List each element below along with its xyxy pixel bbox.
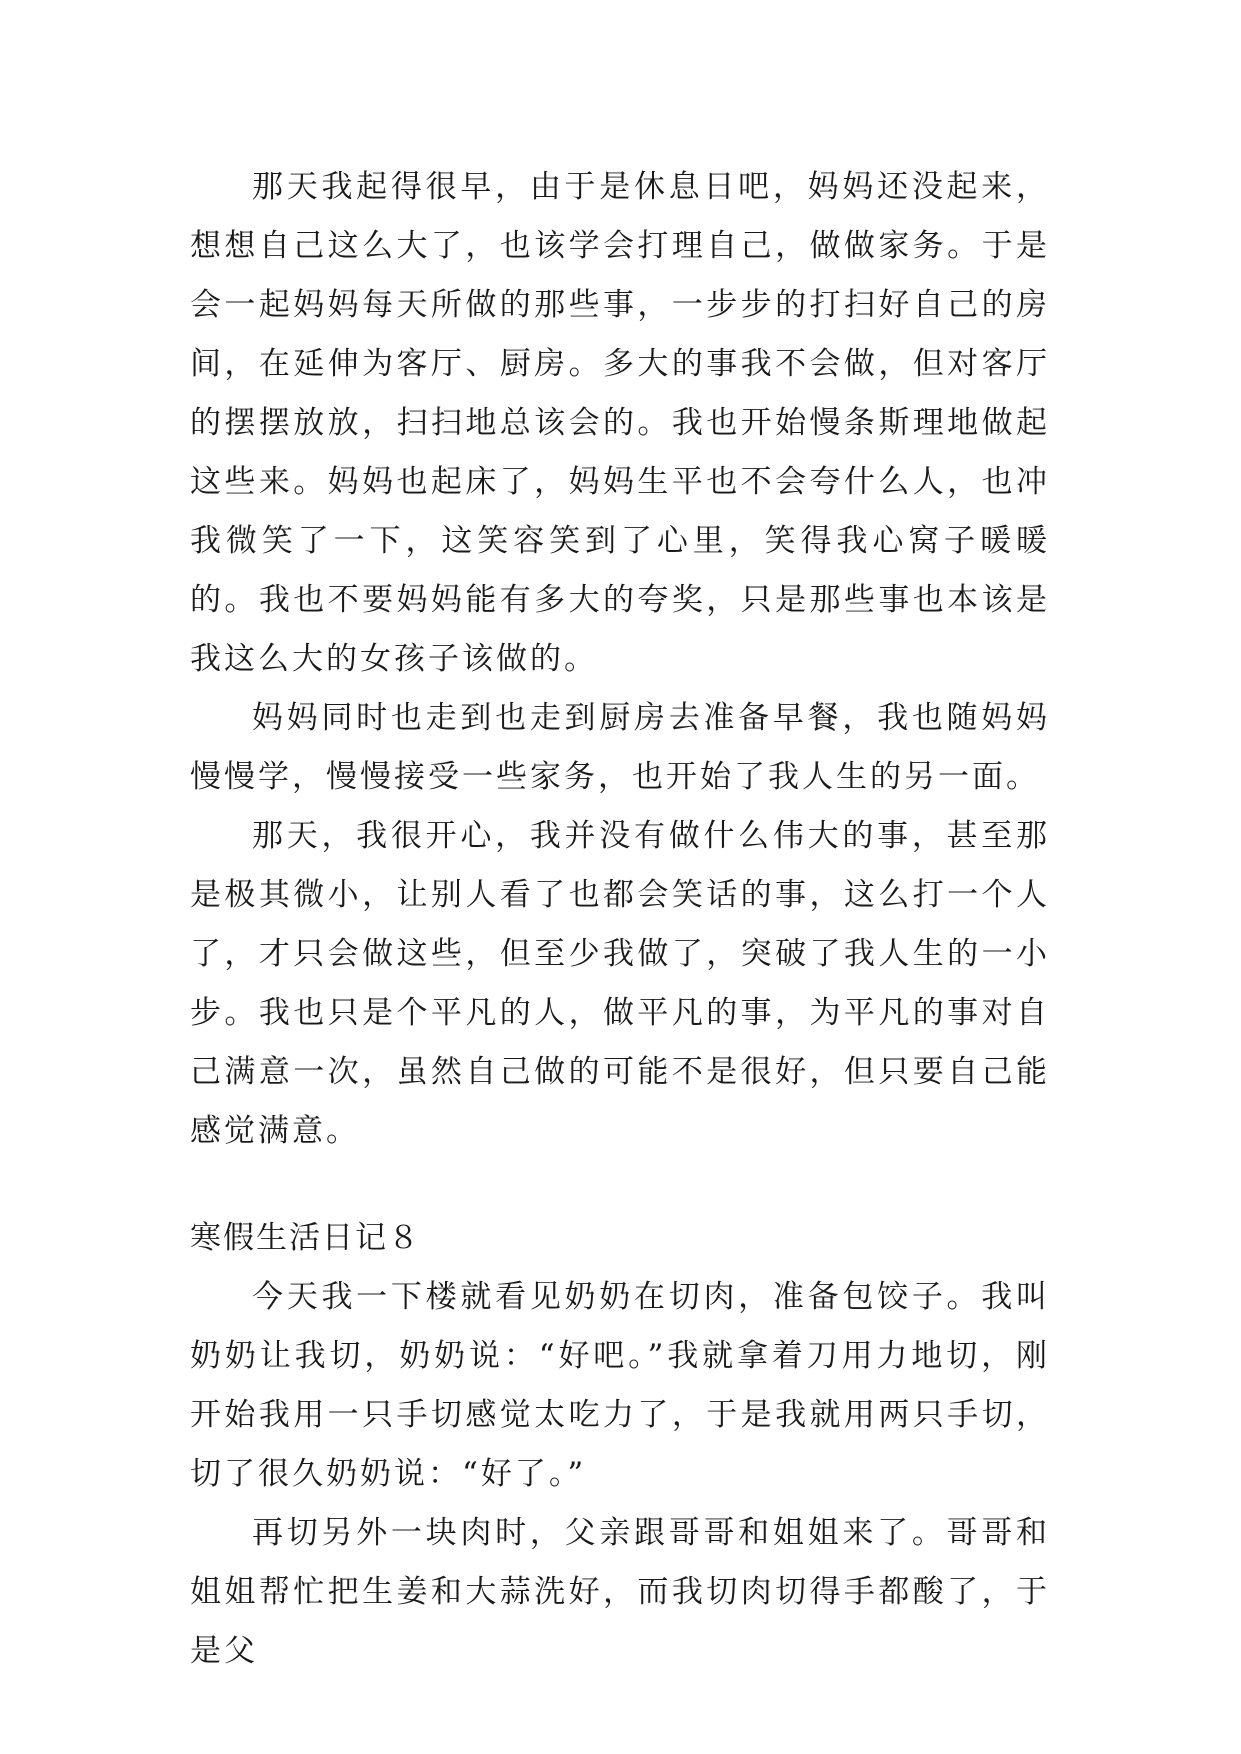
paragraph: 那天，我很开心，我并没有做什么伟大的事，甚至那是极其微小，让别人看了也都会笑话的事，这么打一个人了，才只会做这些，但至少我做了，突破了我人生的一小步。我也只是个平凡的人，做平凡的事，为平凡的事对自己满意一次，虽然自己做的可能不是很好，但只要自己能感觉满意。	[190, 818, 1050, 1149]
document-body	[190, 158, 1050, 1681]
paragraph: 那天我起得很早，由于是休息日吧，妈妈还没起来，想想自己这么大了，也该学会打理自己，做做家务。于是会一起妈妈每天所做的那些事，一步步的打扫好自己的房间，在延伸为客厅、厨房。多大的事我不会做，但对客厅的摆摆放放，扫扫地总该会的。我也开始慢条斯理地做起这些来。妈妈也起床了，妈妈生平也不会夸什么人，也冲我微笑了一下，这笑容笑到了心里，笑得我心窝子暖暖的。我也不要妈妈能有多大的夸奖，只是那些事也本该是我这么大的女孩子该做的。	[190, 169, 1050, 677]
paragraph: 今天我一下楼就看见奶奶在切肉，准备包饺子。我叫奶奶让我切，奶奶说：“好吧。”我就拿着刀用力地切，刚开始我用一只手切感觉太吃力了，于是我就用两只手切，切了很久奶奶说：“好了。”	[190, 1279, 1050, 1492]
paragraph: 再切另外一块肉时，父亲跟哥哥和姐姐来了。哥哥和姐姐帮忙把生姜和大蒜洗好，而我切肉切得手都酸了，于是父	[190, 1515, 1050, 1669]
section-heading: 寒假生活日记８	[190, 1220, 421, 1256]
paragraph: 妈妈同时也走到也走到厨房去准备早餐，我也随妈妈慢慢学，慢慢接受一些家务，也开始了我人生的另一面。	[190, 700, 1050, 795]
